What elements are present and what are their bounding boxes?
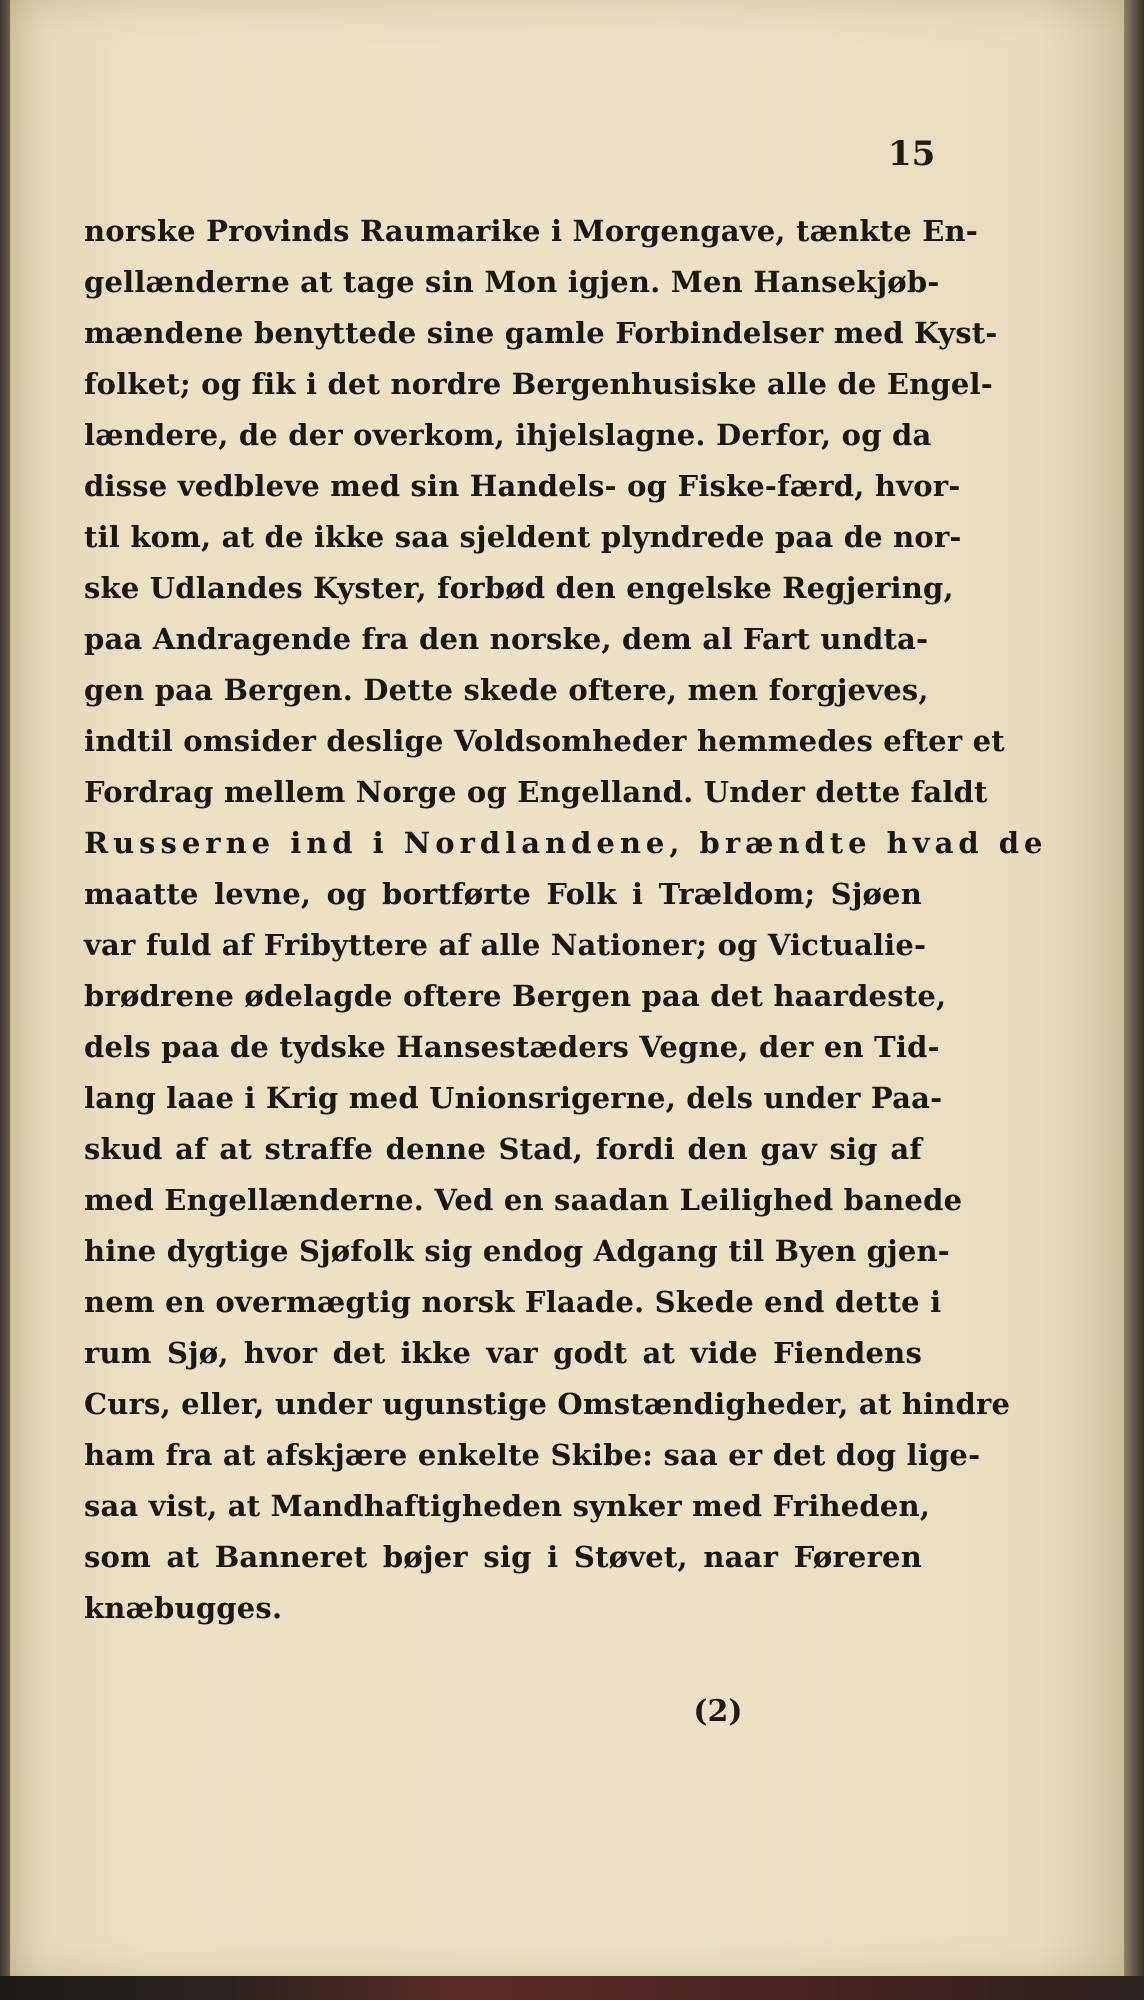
text-line: lang laae i Krig med Unionsrigerne, dels under Paa-	[84, 1081, 943, 1115]
book-cover-edge	[0, 1976, 1144, 2000]
text-line: skud af at straffe denne Stad, fordi den gav sig af	[84, 1132, 922, 1166]
text-line: ske Udlandes Kyster, forbød den engelske Regjering,	[84, 571, 954, 605]
text-line: paa Andragende fra den norske, dem al Fart undta-	[84, 622, 929, 656]
page-number: 15	[888, 134, 936, 174]
body-text	[84, 206, 1048, 1634]
text-line: dels paa de tydske Hansestæders Vegne, der en Tid-	[84, 1030, 940, 1064]
text-line: som at Banneret bøjer sig i Støvet, naar Føreren	[84, 1540, 922, 1574]
text-line: maatte levne, og bortførte Folk i Trældom; Sjøen	[84, 877, 922, 911]
text-line: indtil omsider deslige Voldsomheder hemmedes efter et	[84, 724, 1005, 758]
text-line: Curs, eller, under ugunstige Omstændigheder, at hindre	[84, 1387, 1011, 1421]
text-line: folket; og fik i det nordre Bergenhusiske alle de Engel-	[84, 367, 994, 401]
text-line: gen paa Bergen. Dette skede oftere, men forgjeves,	[84, 673, 929, 707]
text-line: var fuld af Fribyttere af alle Nationer; og Victualie-	[84, 928, 927, 962]
text-line: mændene benyttede sine gamle Forbindelser med Kyst-	[84, 316, 998, 350]
text-line: norske Provinds Raumarike i Morgengave, tænkte En-	[84, 214, 979, 248]
text-line: gellænderne at tage sin Mon igjen. Men Hansekjøb-	[84, 265, 940, 299]
text-line: til kom, at de ikke saa sjeldent plyndrede paa de nor-	[84, 520, 962, 554]
text-line: knæbugges.	[84, 1591, 283, 1625]
text-line: lændere, de der overkom, ihjelslagne. Derfor, og da	[84, 418, 932, 452]
text-line: Fordrag mellem Norge og Engelland. Under dette faldt	[84, 775, 988, 809]
text-line: rum Sjø, hvor det ikke var godt at vide Fiendens	[84, 1336, 922, 1370]
text-line: brødrene ødelagde oftere Bergen paa det haardeste,	[84, 979, 947, 1013]
book-page	[8, 0, 1126, 1978]
signature-mark: (2)	[693, 1694, 743, 1729]
text-line: saa vist, at Mandhaftigheden synker med Friheden,	[84, 1489, 931, 1523]
page-left-edge	[0, 0, 10, 2000]
text-line: hine dygtige Sjøfolk sig endog Adgang til Byen gjen-	[84, 1234, 950, 1268]
book-spine	[1124, 0, 1144, 2000]
text-line: disse vedbleve med sin Handels- og Fiske-færd, hvor-	[84, 469, 961, 503]
text-line: Russerne ind i Nordlandene, brændte hvad de	[84, 826, 1048, 860]
text-line: ham fra at afskjære enkelte Skibe: saa er det dog lige-	[84, 1438, 981, 1472]
text-line: nem en overmægtig norsk Flaade. Skede end dette i	[84, 1285, 942, 1319]
text-line: med Engellænderne. Ved en saadan Leilighed banede	[84, 1183, 963, 1217]
